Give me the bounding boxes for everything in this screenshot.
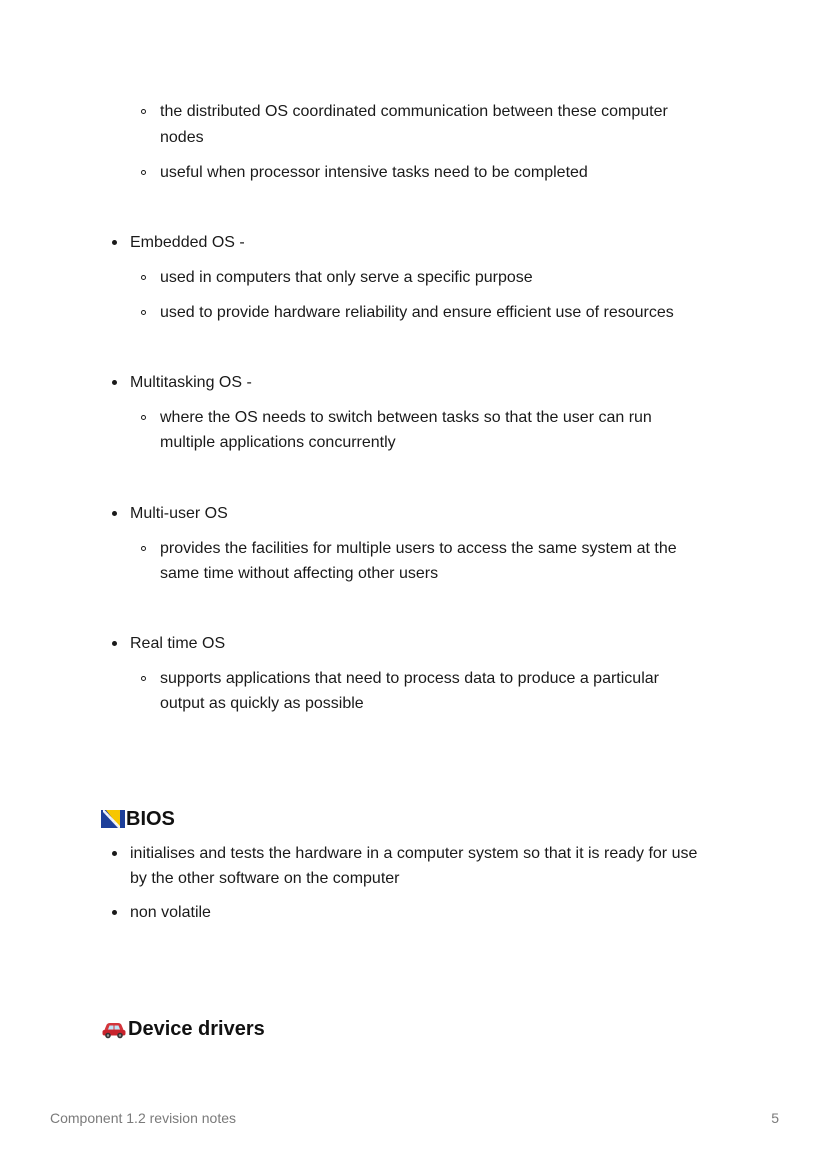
bullet-icon	[112, 641, 117, 646]
circle-bullet-icon	[141, 109, 146, 114]
bullet-icon	[112, 851, 117, 856]
list-item: used to provide hardware reliability and ensure efficient use of resources	[160, 304, 674, 321]
list-item-continued: same time without affecting other users	[160, 565, 439, 582]
list-item: initialises and tests the hardware in a computer system so that it is ready for use	[130, 845, 698, 862]
section-title: BIOS	[126, 808, 175, 830]
circle-bullet-icon	[141, 415, 146, 420]
list-item-continued: multiple applications concurrently	[160, 434, 396, 451]
list-item: the distributed OS coordinated communication between these computer	[160, 103, 668, 120]
list-item-continued: output as quickly as possible	[160, 695, 364, 712]
os-type-multitasking: Multitasking OS -	[130, 374, 252, 391]
list-item: used in computers that only serve a specific purpose	[160, 269, 533, 286]
footer-document-title: Component 1.2 revision notes	[50, 1110, 236, 1126]
os-type-multiuser: Multi-user OS	[130, 505, 228, 522]
os-type-embedded: Embedded OS -	[130, 234, 245, 251]
bullet-icon	[112, 511, 117, 516]
list-item: where the OS needs to switch between tasks so that the user can run	[160, 409, 652, 426]
list-item-continued: nodes	[160, 129, 204, 146]
circle-bullet-icon	[141, 310, 146, 315]
section-heading-bios	[101, 807, 175, 831]
section-title: Device drivers	[128, 1018, 265, 1040]
bosnia-flag-icon	[101, 810, 126, 828]
list-item: useful when processor intensive tasks need to be completed	[160, 164, 588, 181]
bullet-icon	[112, 380, 117, 385]
list-item-continued: by the other software on the computer	[130, 870, 400, 887]
circle-bullet-icon	[141, 275, 146, 280]
circle-bullet-icon	[141, 546, 146, 551]
section-heading-device-drivers	[101, 1017, 265, 1041]
bullet-icon	[112, 240, 117, 245]
os-type-realtime: Real time OS	[130, 635, 226, 652]
car-icon	[101, 1019, 128, 1039]
list-item: non volatile	[130, 904, 211, 921]
page-number: 5	[771, 1110, 779, 1126]
list-item: provides the facilities for multiple users to access the same system at the	[160, 540, 677, 557]
circle-bullet-icon	[141, 170, 146, 175]
circle-bullet-icon	[141, 676, 146, 681]
bullet-icon	[112, 910, 117, 915]
list-item: supports applications that need to process data to produce a particular	[160, 670, 659, 687]
